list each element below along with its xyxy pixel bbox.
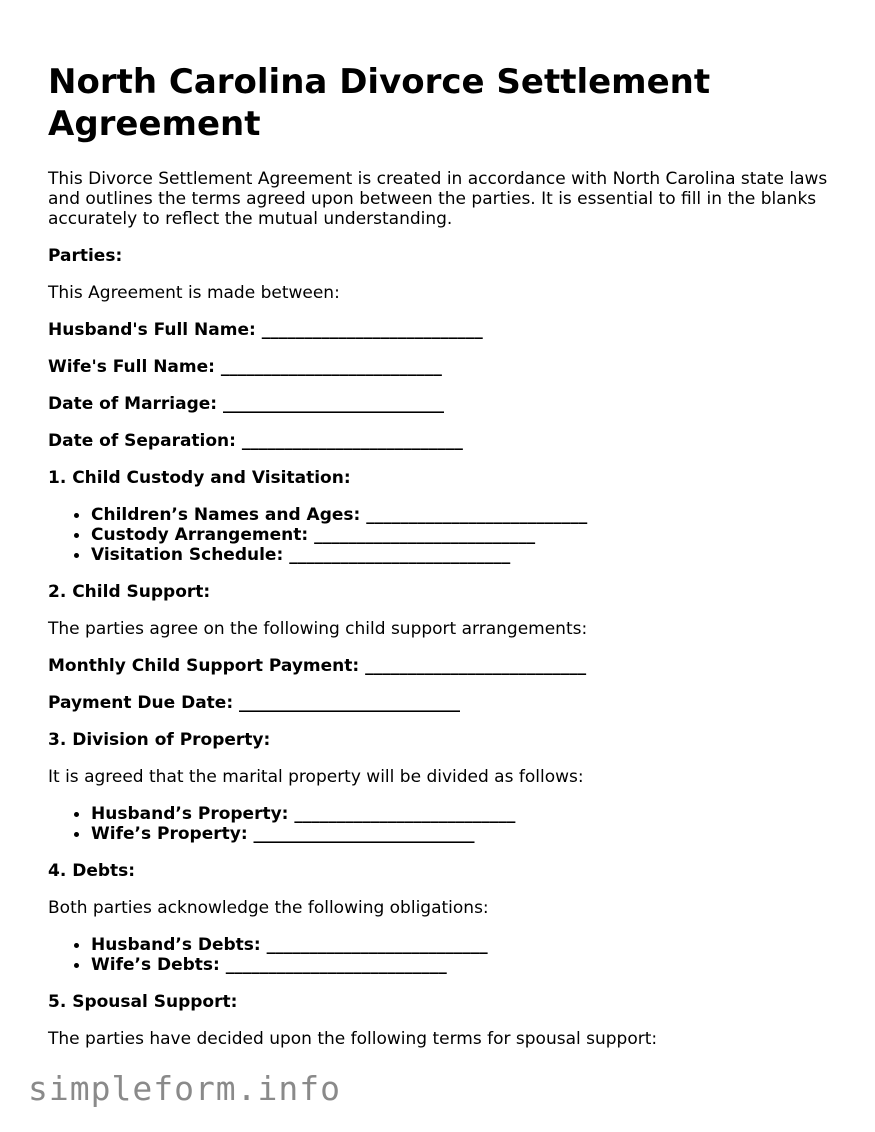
blank-line: __________________________ (266, 935, 488, 955)
debts-list (48, 935, 838, 975)
blank-line: __________________________ (261, 320, 483, 340)
child-support-text: The parties agree on the following child support arrangements: (48, 619, 588, 639)
blank-line: __________________________ (366, 505, 588, 525)
husband-name-field: Husband's Full Name: __________________________ (48, 320, 483, 340)
document-title: North Carolina Divorce Settlement Agreement (48, 62, 711, 144)
list-item: Children’s Names and Ages: __________________________ (91, 505, 838, 525)
parties-heading: Parties: (48, 246, 123, 266)
blank-line: __________________________ (241, 431, 463, 451)
list-item: Husband’s Debts: __________________________ (91, 935, 838, 955)
list-item: Visitation Schedule: __________________________ (91, 545, 838, 565)
property-text: It is agreed that the marital property will be divided as follows: (48, 767, 584, 787)
blank-line: __________________________ (289, 545, 511, 565)
date-marriage-field: Date of Marriage: __________________________ (48, 394, 445, 414)
monthly-payment-field: Monthly Child Support Payment: __________________________ (48, 656, 587, 676)
child-support-heading: 2. Child Support: (48, 582, 211, 602)
debts-heading: 4. Debts: (48, 861, 136, 881)
document (48, 0, 838, 1049)
list-item: Custody Arrangement: __________________________ (91, 525, 838, 545)
list-item: Husband’s Property: __________________________ (91, 804, 838, 824)
blank-line: __________________________ (239, 693, 461, 713)
custody-list (48, 505, 838, 565)
blank-line: __________________________ (365, 656, 587, 676)
blank-line: __________________________ (314, 525, 536, 545)
spousal-support-heading: 5. Spousal Support: (48, 992, 238, 1012)
blank-line: __________________________ (225, 955, 447, 975)
property-heading: 3. Division of Property: (48, 730, 271, 750)
payment-due-field: Payment Due Date: __________________________ (48, 693, 461, 713)
blank-line: __________________________ (220, 357, 442, 377)
intro-paragraph: This Divorce Settlement Agreement is created in accordance with North Carolina state laws and outlines the terms agreed upon between the parties. It is essential to fill in the blanks accurately to reflect the mutual understanding. (48, 169, 828, 229)
blank-line: __________________________ (223, 394, 445, 414)
watermark: simpleform.info (28, 1069, 342, 1108)
blank-line: __________________________ (253, 824, 475, 844)
custody-heading: 1. Child Custody and Visitation: (48, 468, 351, 488)
blank-line: __________________________ (294, 804, 516, 824)
property-list (48, 804, 838, 844)
list-item: Wife’s Debts: __________________________ (91, 955, 838, 975)
spousal-support-text: The parties have decided upon the following terms for spousal support: (48, 1029, 658, 1049)
date-separation-field: Date of Separation: __________________________ (48, 431, 463, 451)
wife-name-field: Wife's Full Name: __________________________ (48, 357, 442, 377)
list-item: Wife’s Property: __________________________ (91, 824, 838, 844)
parties-text: This Agreement is made between: (48, 283, 340, 303)
debts-text: Both parties acknowledge the following obligations: (48, 898, 489, 918)
